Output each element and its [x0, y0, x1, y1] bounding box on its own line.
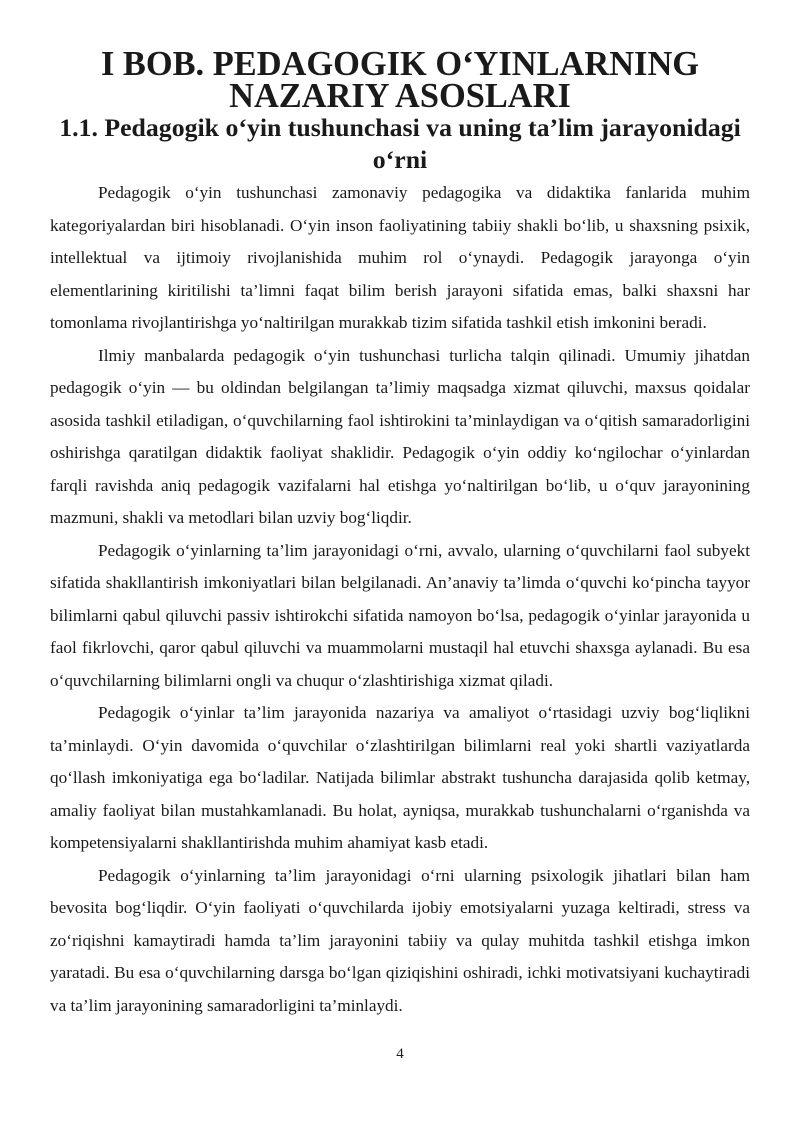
chapter-title: I BOB. PEDAGOGIK O‘YINLARNING NAZARIY ASOSLARI: [100, 45, 700, 115]
section-title: 1.1. Pedagogik o‘yin tushunchasi va uning ta’lim jarayonidagi o‘rni: [59, 113, 741, 174]
paragraph-1: Pedagogik o‘yin tushunchasi zamonaviy pedagogika va didaktika fanlarida muhim kategoriyalardan biri hisoblanadi. O‘yin inson faoliyatining tabiiy shakli bo‘lib, u shaxsning psixik, intellektual va ijtimoiy rivojlanishida muhim rol o‘ynaydi. Pedagogik jarayonga o‘yin elementlarining kiritilishi ta’limni faqat bilim berish jarayoni sifatida emas, balki shaxsni har tomonlama rivojlantirishga yo‘naltirilgan murakkab tizim sifatida tashkil etish imkonini beradi.: [50, 183, 750, 332]
paragraph-2: Ilmiy manbalarda pedagogik o‘yin tushunchasi turlicha talqin qilinadi. Umumiy jihatdan pedagogik o‘yin — bu oldindan belgilangan ta’limiy maqsadga xizmat qiluvchi, maxsus qoidalar asosida tashkil etiladigan, o‘quvchilarning faol ishtirokini ta’minlaydigan va o‘qitish samaradorligini oshirishga qaratilgan didaktik faoliyat shaklidir. Pedagogik o‘yin oddiy ko‘ngilochar o‘yinlardan farqli ravishda aniq pedagogik vazifalarni hal etishga yo‘naltirilgan bo‘lib, u o‘quv jarayonining mazmuni, shakli va metodlari bilan uzviy bog‘liqdir.: [50, 345, 750, 527]
page-number: 4: [396, 1046, 404, 1062]
paragraph-4: Pedagogik o‘yinlar ta’lim jarayonida nazariya va amaliyot o‘rtasidagi uzviy bog‘liqlikni ta’minlaydi. O‘yin davomida o‘quvchilar o‘zlashtirilgan bilimlarni real yoki shartli vaziyatlarda qo‘llash imkoniyatiga ega bo‘ladilar. Natijada bilimlar abstrakt tushuncha darajasida qolib ketmay, amaliy faoliyat bilan mustahkamlanadi. Bu holat, ayniqsa, murakkab tushunchalarni o‘rganishda va kompetensiyalarni shakllantirishda muhim ahamiyat kasb etadi.: [50, 703, 750, 852]
paragraph-3: Pedagogik o‘yinlarning ta’lim jarayonidagi o‘rni, avvalo, ularning o‘quvchilarni faol subyekt sifatida shakllantirish imkoniyatlari bilan belgilanadi. An’anaviy ta’limda o‘quvchi ko‘pincha tayyor bilimlarni qabul qiluvchi passiv ishtirokchi sifatida namoyon bo‘lsa, pedagogik o‘yinlar jarayonida u faol fikrlovchi, qaror qabul qiluvchi va muammolarni mustaqil hal etuvchi shaxsga aylanadi. Bu esa o‘quvchilarning bilimlarni ongli va chuqur o‘zlashtirishiga xizmat qiladi.: [50, 540, 750, 690]
paragraph-5: Pedagogik o‘yinlarning ta’lim jarayonidagi o‘rni ularning psixologik jihatlari bilan ham bevosita bog‘liqdir. O‘yin faoliyati o‘quvchilarda ijobiy emotsiyalarni yuzaga keltiradi, stress va zo‘riqishni kamaytiradi hamda ta’lim jarayonini tabiiy va qulay muhitda tashkil etishga imkon yaratadi. Bu esa o‘quvchilarning darsga bo‘lgan qiziqishini oshiradi, ichki motivatsiyani kuchaytiradi va ta’lim jarayonining samaradorligini ta’minlaydi.: [50, 865, 750, 1015]
